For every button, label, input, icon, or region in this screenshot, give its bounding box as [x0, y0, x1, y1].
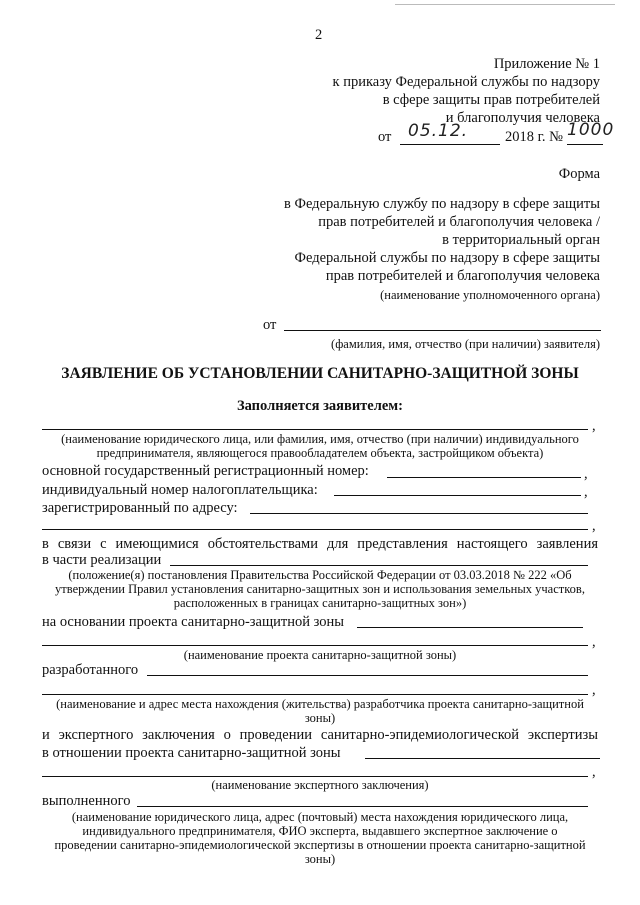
expert-caption: (наименование экспертного заключения): [211, 778, 429, 792]
performer-caption-3: проведении санитарно-эпидемиологической экспертизы в отношении проекта санитарно-защитной: [54, 838, 586, 852]
developed-label: разработанного: [42, 662, 139, 678]
basis-label: на основании проекта санитарно-защитной зоны: [42, 614, 344, 630]
from-line: [284, 330, 601, 331]
resolution-caption-2: утверждении Правил установления санитарно-защитных зон и использования земельных участков,: [55, 582, 585, 596]
date-line: [400, 144, 500, 145]
form-label: Форма: [558, 166, 600, 182]
ogrn-label: основной государственный регистрационный номер:: [42, 463, 369, 479]
inn-line: [334, 495, 581, 496]
address-label: зарегистрированный по адресу:: [42, 500, 238, 516]
performer-caption-4: зоны): [304, 852, 336, 866]
recipient-line-2: прав потребителей и благополучия человека /: [318, 214, 600, 230]
scan-top-edge: [395, 4, 615, 5]
recipient-line-1: в Федеральную службу по надзору в сфере защиты: [284, 196, 600, 212]
comma: ,: [592, 682, 596, 698]
basis-line-1: [357, 627, 583, 628]
performed-label: выполненного: [42, 793, 131, 809]
applicant-caption-2: предпринимателя, являющегося правообладателем объекта, застройщиком объекта): [96, 446, 544, 460]
handwritten-date: 05.12.: [408, 121, 469, 141]
applicant-caption-1: (наименование юридического лица, или фамилия, имя, отчество (при наличии) индивидуального: [61, 432, 579, 446]
header-line-3: в сфере защиты прав потребителей: [382, 92, 600, 108]
from-caption: (фамилия, имя, отчество (при наличии) заявителя): [331, 337, 600, 351]
resolution-caption-1: (положение(я) постановления Правительства Российской Федерации от 03.03.2018 № 222 «Об: [68, 568, 572, 582]
number-line: [567, 144, 603, 145]
basis-line-2: [42, 645, 588, 646]
expert-text-1: и экспертного заключения о проведении санитарно-эпидемиологической экспертизы: [42, 727, 598, 743]
from-label: от: [263, 317, 277, 333]
header-ot: от: [378, 129, 392, 145]
resolution-caption-3: расположенных в границах санитарно-защитных зон»): [173, 596, 467, 610]
applicant-line: [42, 429, 588, 430]
circumstances-text: в связи с имеющимися обстоятельствами для представления настоящего заявления: [42, 536, 598, 552]
comma: ,: [592, 518, 596, 534]
expert-line-1: [365, 758, 600, 759]
header-line-2: к приказу Федеральной службы по надзору: [332, 74, 600, 90]
comma: ,: [592, 634, 596, 650]
document-subtitle: Заполняется заявителем:: [236, 398, 404, 414]
address-line-1: [250, 513, 588, 514]
realization-line: [170, 565, 588, 566]
realization-label: в части реализации: [42, 552, 162, 568]
performer-caption-2: индивидуального предпринимателя, ФИО эксперта, выдавшего экспертное заключение о: [82, 824, 558, 838]
performer-caption-1: (наименование юридического лица, адрес (почтовый) места нахождения юридического лица,: [71, 810, 569, 824]
developer-caption-1: (наименование и адрес места нахождения (жительства) разработчика проекта санитарно-защитной: [56, 697, 584, 711]
comma: ,: [584, 484, 588, 500]
expert-text-2: в отношении проекта санитарно-защитной зоны: [42, 745, 341, 761]
document-title: ЗАЯВЛЕНИЕ ОБ УСТАНОВЛЕНИИ САНИТАРНО-ЗАЩИТНОЙ ЗОНЫ: [61, 365, 579, 382]
inn-label: индивидуальный номер налогоплательщика:: [42, 482, 318, 498]
address-line-2: [42, 529, 588, 530]
recipient-line-4: Федеральной службы по надзору в сфере защиты: [294, 250, 600, 266]
developer-caption-2: зоны): [304, 711, 336, 725]
comma: ,: [584, 466, 588, 482]
comma: ,: [592, 418, 596, 434]
header-line-1: Приложение № 1: [493, 56, 600, 72]
header-year: 2018 г. №: [505, 129, 564, 145]
ogrn-line: [387, 477, 581, 478]
recipient-line-5: прав потребителей и благополучия человека: [325, 268, 600, 284]
header-line-4: и благополучия человека: [445, 110, 600, 126]
project-caption: (наименование проекта санитарно-защитной зоны): [183, 648, 457, 662]
performed-line: [137, 806, 588, 807]
developed-line-2: [42, 694, 588, 695]
handwritten-number: 1000: [567, 120, 615, 140]
developed-line-1: [147, 675, 588, 676]
page-number: 2: [315, 27, 323, 43]
recipient-caption: (наименование уполномоченного органа): [380, 288, 600, 302]
comma: ,: [592, 764, 596, 780]
recipient-line-3: в территориальный орган: [442, 232, 600, 248]
expert-line-2: [42, 776, 588, 777]
